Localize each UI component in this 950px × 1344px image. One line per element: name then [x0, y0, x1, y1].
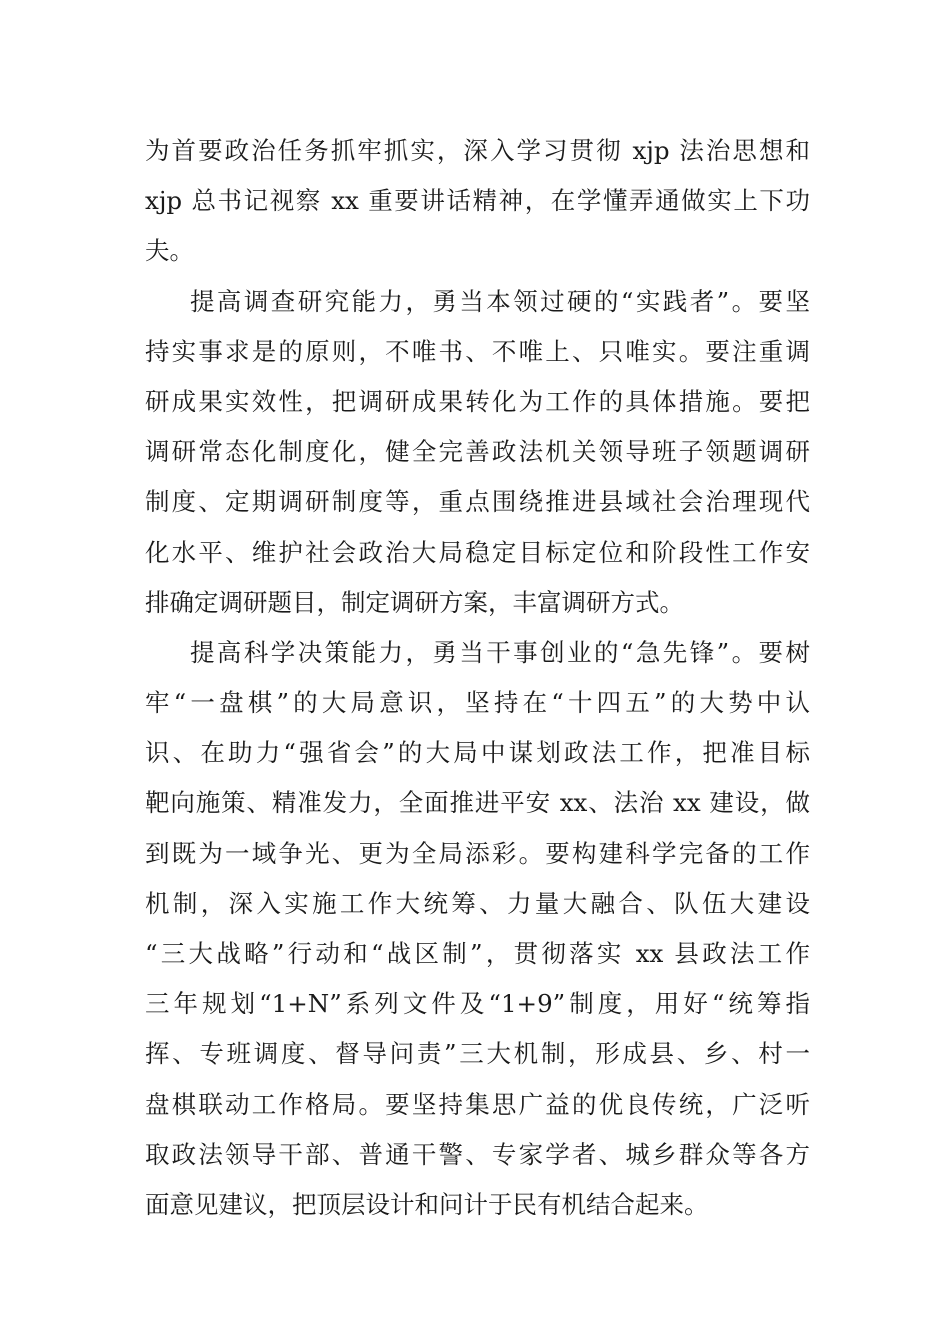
text-line: 机制，深入实施工作大统筹、力量大融合、队伍大建设: [145, 888, 810, 918]
text-line: 识、在助力“强省会”的大局中谋划政法工作，把准目标: [145, 738, 810, 768]
text-line: 盘棋联动工作格局。要坚持集思广益的优良传统，广泛听: [145, 1089, 810, 1119]
document-body: [145, 126, 810, 1230]
text-line: xjp 总书记视察 xx 重要讲话精神，在学懂弄通做实上下功: [145, 186, 810, 216]
text-line: 持实事求是的原则，不唯书、不唯上、只唯实。要注重调: [145, 336, 810, 366]
text-line: 调研常态化制度化，健全完善政法机关领导班子领题调研: [145, 437, 810, 467]
text-line: 研成果实效性，把调研成果转化为工作的具体措施。要把: [145, 386, 810, 416]
text-line: 提高调查研究能力，勇当本领过硬的“实践者”。要坚: [190, 286, 810, 316]
text-line: 到既为一域争光、更为全局添彩。要构建科学完备的工作: [145, 838, 810, 868]
text-line: 三年规划“1+N”系列文件及“1+9”制度，用好“统筹指: [145, 989, 810, 1019]
paragraph-continuation: [145, 126, 810, 277]
paragraph-research-ability: [145, 277, 810, 628]
text-line: 化水平、维护社会政治大局稳定目标定位和阶段性工作安: [145, 537, 810, 567]
text-line: 挥、专班调度、督导问责”三大机制，形成县、乡、村一: [145, 1039, 810, 1069]
text-line: 制度、定期调研制度等，重点围绕推进县域社会治理现代: [145, 487, 810, 517]
text-line: 为首要政治任务抓牢抓实，深入学习贯彻 xjp 法治思想和: [145, 136, 810, 165]
text-line: 排确定调研题目，制定调研方案，丰富调研方式。: [145, 587, 684, 617]
text-line: 取政法领导干部、普通干警、专家学者、城乡群众等各方: [145, 1139, 810, 1169]
text-line: “三大战略”行动和“战区制”，贯彻落实 xx 县政法工作: [145, 939, 810, 968]
paragraph-decision-ability: [145, 628, 810, 1230]
text-line: 靶向施策、精准发力，全面推进平安 xx、法治 xx 建设，做: [145, 788, 810, 818]
text-line: 面意见建议，把顶层设计和问计于民有机结合起来。: [145, 1189, 709, 1219]
text-line: 牢“一盘棋”的大局意识，坚持在“十四五”的大势中认: [145, 688, 810, 718]
text-line: 夫。: [145, 236, 194, 266]
text-line: 提高科学决策能力，勇当干事创业的“急先锋”。要树: [190, 637, 810, 667]
